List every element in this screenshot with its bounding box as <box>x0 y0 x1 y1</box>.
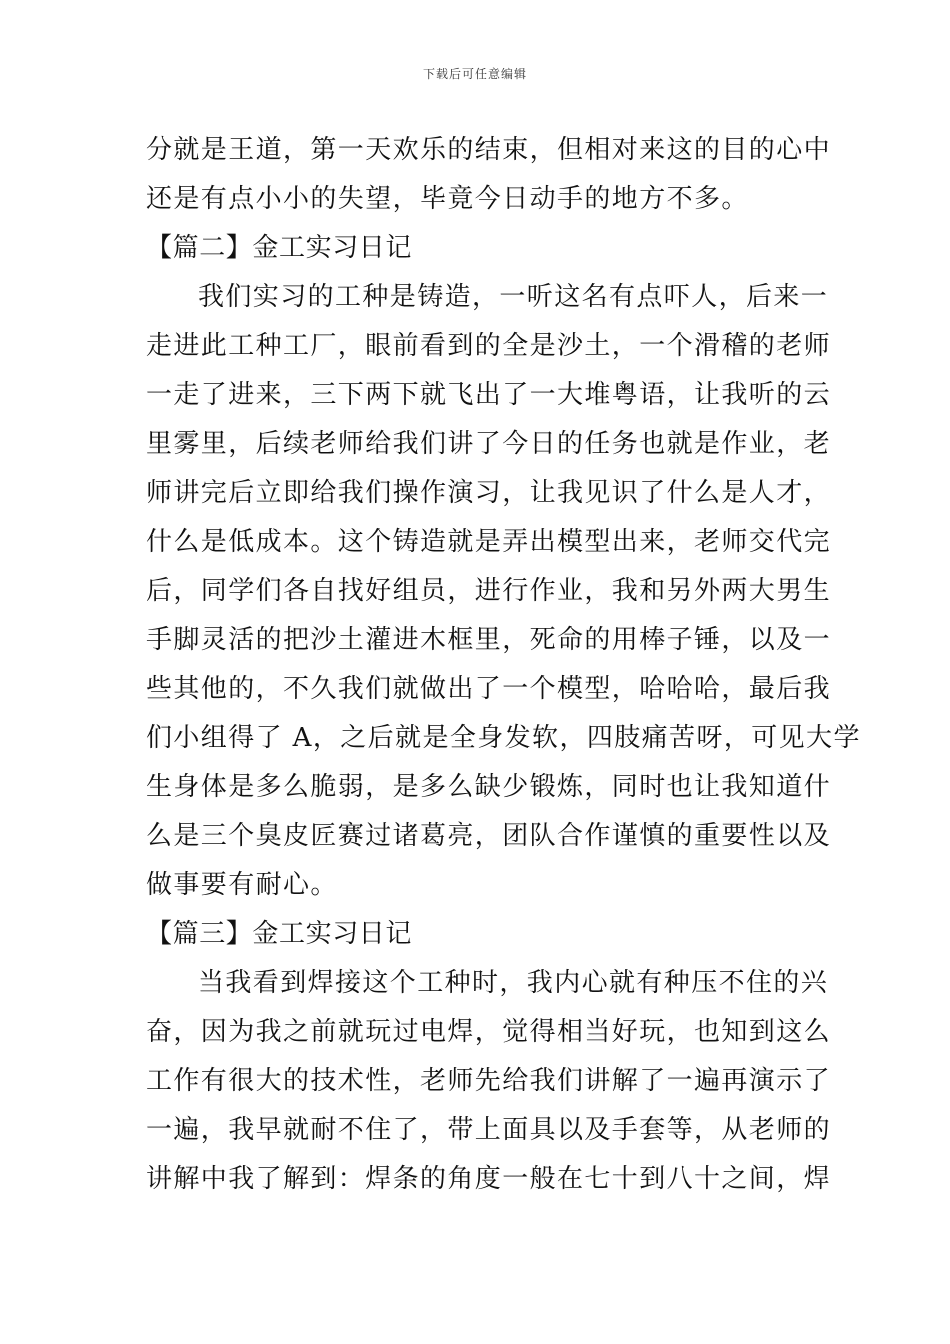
section-heading: 【篇二】金工实习日记 <box>146 233 413 263</box>
text-line: 么是三个臭皮匠赛过诸葛亮，团队合作谨慎的重要性以及 <box>146 821 832 851</box>
text-line: 些其他的，不久我们就做出了一个模型，哈哈哈，最后我 <box>146 674 832 704</box>
text-line: 走进此工种工厂，眼前看到的全是沙土，一个滑稽的老师 <box>146 331 832 361</box>
text-line: 分就是王道，第一天欢乐的结束，但相对来这的目的心中 <box>146 135 832 165</box>
text-line: 奋，因为我之前就玩过电焊，觉得相当好玩，也知到这么 <box>146 1017 832 1047</box>
text-line: 工作有很大的技术性，老师先给我们讲解了一遍再演示了 <box>146 1066 832 1096</box>
page-header: 下载后可任意编辑 <box>422 67 527 81</box>
text-line: 手脚灵活的把沙土灌进木框里，死命的用棒子锤，以及一 <box>146 625 832 655</box>
paragraph-first-line: 当我看到焊接这个工种时，我内心就有种压不住的兴 <box>198 968 829 998</box>
section-heading: 【篇三】金工实习日记 <box>146 919 413 949</box>
text-line: 什么是低成本。这个铸造就是弄出模型出来，老师交代完 <box>146 527 832 557</box>
text-line: 师讲完后立即给我们操作演习，让我见识了什么是人才， <box>146 478 832 508</box>
text-line: 后，同学们各自找好组员，进行作业，我和另外两大男生 <box>146 576 832 606</box>
text-line: 一走了进来，三下两下就飞出了一大堆粤语，让我听的云 <box>146 380 832 410</box>
paragraph-first-line: 我们实习的工种是铸造，一听这名有点吓人，后来一 <box>198 282 829 312</box>
text-line: 还是有点小小的失望，毕竟今日动手的地方不多。 <box>146 184 749 214</box>
text-line: 生身体是多么脆弱，是多么缺少锻炼，同时也让我知道什 <box>146 772 832 802</box>
text-line: 一遍，我早就耐不住了，带上面具以及手套等，从老师的 <box>146 1115 832 1145</box>
text-line: 们小组得了 A，之后就是全身发软，四肢痛苦呀，可见大学 <box>146 723 861 753</box>
text-line: 里雾里，后续老师给我们讲了今日的任务也就是作业，老 <box>146 429 832 459</box>
text-line: 做事要有耐心。 <box>146 870 338 900</box>
document-body <box>146 126 861 1204</box>
text-line: 讲解中我了解到：焊条的角度一般在七十到八十之间，焊 <box>146 1164 832 1194</box>
